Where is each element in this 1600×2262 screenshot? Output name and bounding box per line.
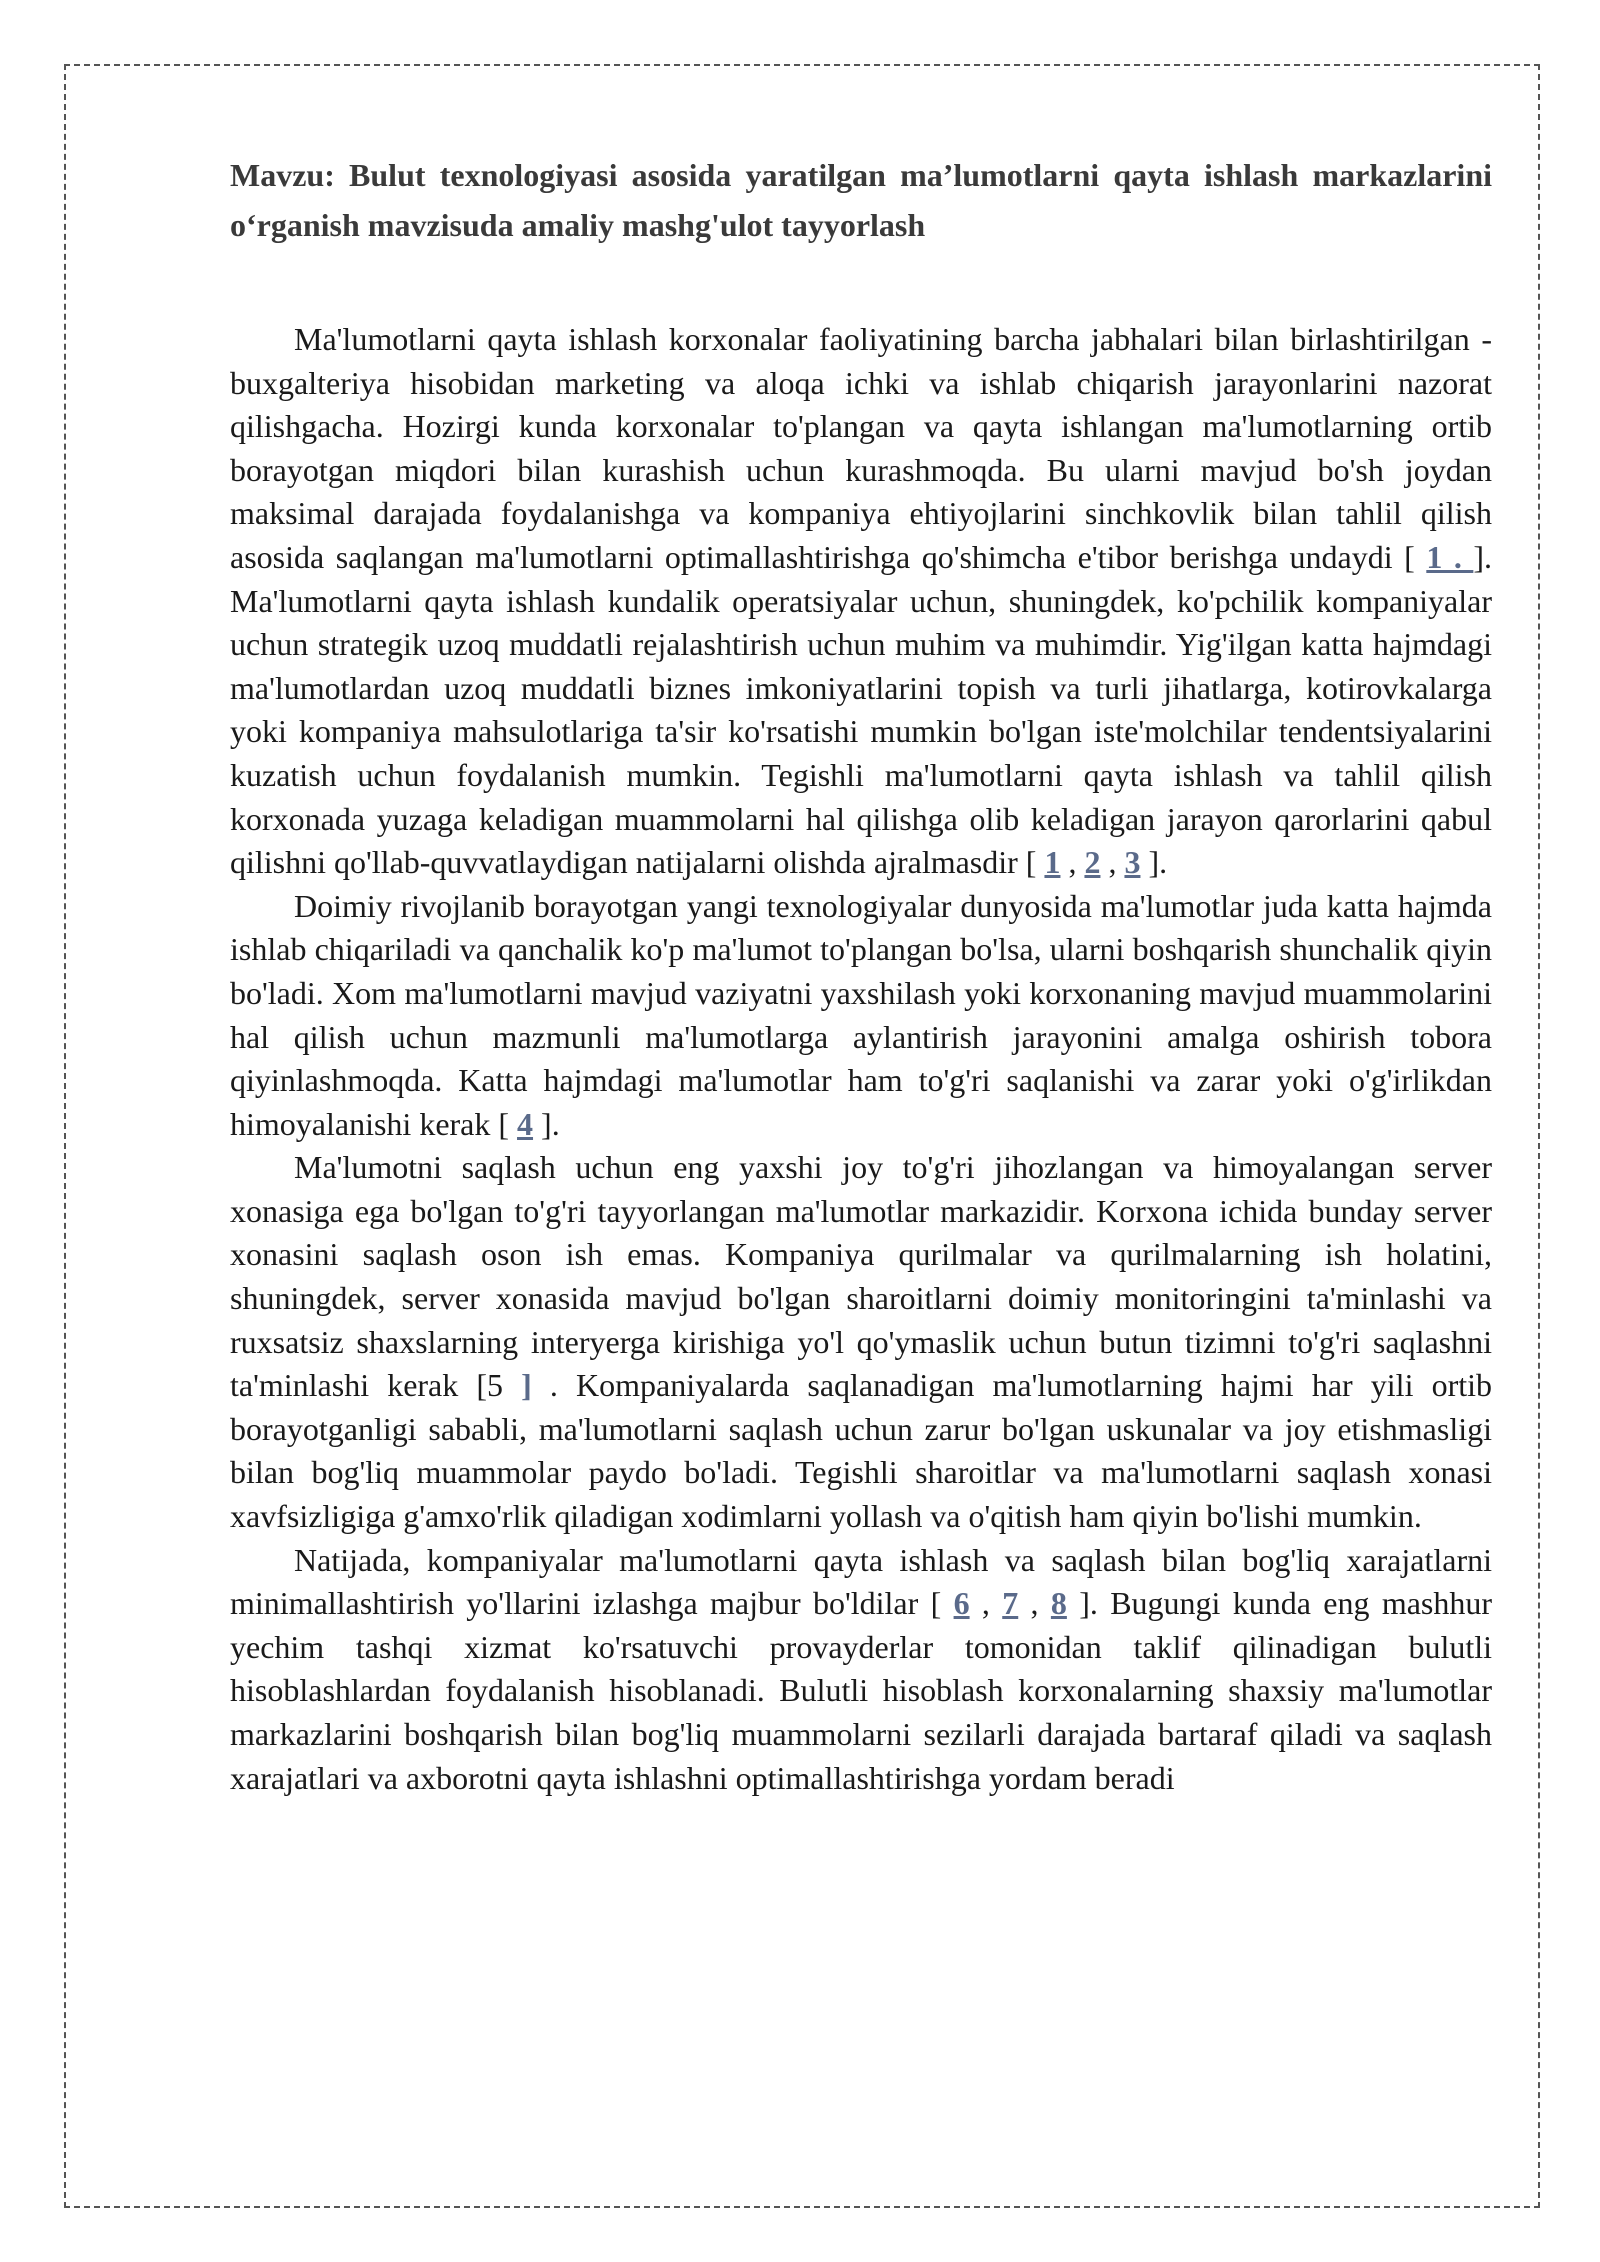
- paragraph-text: ,: [1018, 1585, 1051, 1622]
- paragraph-text: Ma'lumotlarni qayta ishlash korxonalar faoliyatining barcha jabhalari bilan birlashtirilgan - buxgalteriya hisobidan marketing va aloqa ichki va ishlab chiqarish jarayonlarini nazorat qilishgacha. Hozirgi kunda korxonalar to'plangan va qayta ishlangan ma'lumotlarning ortib borayotgan miqdori bilan kurashish uchun kurashmoqda. Bu ularni mavjud bo'sh joydan maksimal darajada foydalanishga va kompaniya ehtiyojlarini sinchkovlik bilan tahlil qilish asosida saqlangan ma'lumotlarni optimallashtirishga qo'shimcha e'tibor berishga undaydi [: [230, 321, 1492, 575]
- paragraph-container: [230, 318, 1492, 1800]
- paragraph-text: ]. Ma'lumotlarni qayta ishlash kundalik operatsiyalar uchun, shuningdek, ko'pchilik kompaniyalar uchun strategik uzoq muddatli rejalashtirish uchun muhim va muhimdir. Yig'ilgan katta hajmdagi ma'lumotlardan uzoq muddatli biznes imkoniyatlarini topish va turli jihatlarga, kotirovkalarga yoki kompaniya mahsulotlariga ta'sir ko'rsatishi mumkin bo'lgan iste'molchilar tendentsiyalarini kuzatish uchun foydalanish mumkin. Tegishli ma'lumotlarni qayta ishlash va tahlil qilish korxonada yuzaga keladigan muammolarni hal qilishga olib keladigan jarayon qarorlarini qabul qilishni qo'llab-quvvatlaydigan natijalarni olishda ajralmasdir [: [230, 538, 1493, 881]
- reference-link[interactable]: ]: [521, 1367, 532, 1404]
- paragraph-text: Doimiy rivojlanib borayotgan yangi texnologiyalar dunyosida ma'lumotlar juda katta hajmda ishlab chiqariladi va qanchalik ko'p ma'lumot to'plangan bo'lsa, ularni boshqarish shunchalik qiyin bo'ladi. Xom ma'lumotlarni mavjud vaziyatni yaxshilash yoki korxonaning mavjud muammolarini hal qilish uchun mazmunli ma'lumotlarga aylantirish jarayonini amalga oshirish tobora qiyinlashmoqda. Katta hajmdagi ma'lumotlar ham to'g'ri saqlanishi va zarar yoki o'g'irlikdan himoyalanishi kerak [: [230, 887, 1492, 1142]
- paragraph-text: ]. Bugungi kunda eng mashhur yechim tashqi xizmat ko'rsatuvchi provayderlar tomonidan taklif qilinadigan bulutli hisoblashlardan foydalanish hisoblanadi. Bulutli hisoblash korxonalarning shaxsiy ma'lumotlar markazlarini boshqarish bilan bog'liq muammolarni sezilarli darajada bartaraf qiladi va saqlash xarajatlari va axborotni qayta ishlashni optimallashtirishga yordam beradi: [230, 1585, 1493, 1796]
- reference-link[interactable]: 6: [953, 1585, 970, 1622]
- paragraph: [230, 885, 1492, 1147]
- document-title: Mavzu: Bulut texnologiyasi asosida yaratilgan ma’lumotlarni qayta ishlash markazlarini o‘rganish mavzisuda amaliy mashg'ulot tayyorlash: [230, 157, 1492, 243]
- paragraph: [230, 318, 1492, 885]
- paragraph-text: ].: [1140, 844, 1168, 881]
- paragraph-text: ,: [1060, 844, 1085, 881]
- document-body: [230, 150, 1492, 1800]
- paragraph: [230, 1146, 1492, 1538]
- paragraph-text: ,: [969, 1585, 1003, 1622]
- reference-link[interactable]: 8: [1050, 1585, 1067, 1622]
- reference-link[interactable]: 4: [517, 1105, 534, 1142]
- reference-link[interactable]: 1 .: [1426, 538, 1474, 575]
- paragraph: [230, 1539, 1492, 1801]
- paragraph-text: ].: [533, 1105, 560, 1142]
- paragraph-text: Ma'lumotni saqlash uchun eng yaxshi joy to'g'ri jihozlangan va himoyalangan server xonasiga ega bo'lgan to'g'ri tayyorlangan ma'lumotlar markazidir. Korxona ichida bunday server xonasini saqlash oson ish emas. Kompaniya qurilmalar va qurilmalarning ish holatini, shuningdek, server xonasida mavjud bo'lgan sharoitlarni doimiy monitoringini ta'minlashi va ruxsatsiz shaxslarning interyerga kirishiga yo'l qo'ymaslik uchun butun tizimni to'g'ri saqlashni ta'minlashi kerak [5: [230, 1149, 1492, 1404]
- paragraph-text: ,: [1100, 844, 1125, 881]
- reference-link[interactable]: 3: [1124, 844, 1141, 881]
- paragraph-text: Natijada, kompaniyalar ma'lumotlarni qayta ishlash va saqlash bilan bog'liq xarajatlarni minimallashtirish yo'llarini izlashga majbur bo'ldilar [: [230, 1541, 1492, 1622]
- paragraph-text: . Kompaniyalarda saqlanadigan ma'lumotlarning hajmi har yili ortib borayotganligi sababli, ma'lumotlarni saqlash uchun zarur bo'lgan uskunalar va joy etishmasligi bilan bog'liq muammolar paydo bo'ladi. Tegishli sharoitlar va ma'lumotlarni saqlash xonasi xavfsizligiga g'amxo'rlik qiladigan xodimlarni yollash va o'qitish ham qiyin bo'lishi mumkin.: [230, 1367, 1493, 1535]
- reference-link[interactable]: 2: [1084, 844, 1101, 881]
- reference-link[interactable]: 1: [1044, 844, 1061, 881]
- reference-link[interactable]: 7: [1002, 1585, 1019, 1622]
